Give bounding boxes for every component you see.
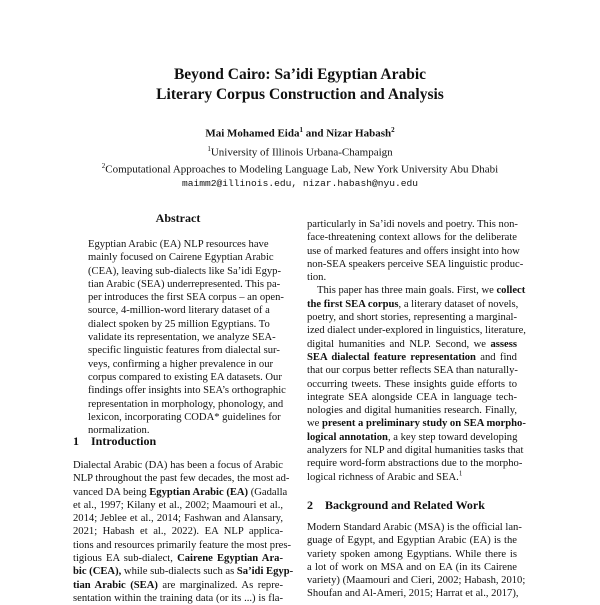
text-span: , a literary dataset of novels, bbox=[398, 298, 519, 310]
text-span: validate its representation, we analyze SEA- bbox=[88, 332, 276, 344]
text-line bbox=[73, 512, 283, 525]
text-line bbox=[88, 278, 281, 291]
text-line bbox=[307, 391, 517, 404]
text-span: that our corpus better reflects SEA than naturally- bbox=[307, 365, 518, 377]
section-number: 1 bbox=[73, 434, 79, 448]
affiliation-mark: 1 bbox=[207, 144, 211, 153]
bold-text: collect bbox=[496, 285, 526, 297]
text-line bbox=[307, 245, 520, 258]
bold-text: SEA dialectal feature representation bbox=[307, 351, 476, 363]
bold-text: logical annotation bbox=[307, 431, 388, 443]
section-title: Background and Related Work bbox=[325, 498, 485, 512]
affiliation-text: Computational Approaches to Modeling Language Lab, New York University Abu Dhabi bbox=[105, 163, 499, 176]
text-line bbox=[88, 411, 281, 424]
text-span: analyzers for NLP and digital humanities tasks that bbox=[307, 445, 524, 457]
text-span: and find bbox=[475, 351, 517, 363]
text-span: tigious EA sub-dialect, bbox=[73, 553, 178, 565]
text-span: Shoufan and Al-Ameri, 2015; Harrat et al., 2017), bbox=[307, 588, 519, 600]
text-line bbox=[307, 271, 517, 284]
text-span: while sub-dialects such as bbox=[121, 566, 237, 578]
text-line bbox=[307, 457, 523, 470]
bold-text: Cairene Egyptian Ara- bbox=[177, 553, 283, 565]
text-span: lexicon, incorporating CODA* guidelines for bbox=[88, 411, 281, 423]
section-number: 2 bbox=[307, 498, 313, 512]
title-line: Literary Corpus Construction and Analysis bbox=[156, 86, 444, 103]
text-line bbox=[73, 552, 283, 565]
text-span: Egyptian Arabic (EA) NLP resources have bbox=[88, 239, 269, 250]
text-line bbox=[307, 587, 517, 600]
text-span: non-SEA speakers perceive SEA linguistic produc- bbox=[307, 258, 524, 270]
text-span: NLP throughout the past few decades, the most ad- bbox=[73, 473, 290, 485]
footnote-mark: 1 bbox=[458, 469, 463, 478]
text-line bbox=[307, 574, 526, 587]
text-line bbox=[307, 364, 517, 377]
text-span: specific linguistic features from dialectal sur- bbox=[88, 345, 280, 357]
text-span: (CEA), leaving sub-dialects like Sa’idi Egyp- bbox=[88, 265, 281, 277]
affiliation-1 bbox=[0, 143, 600, 160]
text-line bbox=[88, 251, 274, 264]
text-span: require word-form abstractions due to the morpho- bbox=[307, 458, 523, 470]
text-span: logical richness of Arabic and SEA. bbox=[307, 471, 459, 483]
text-line bbox=[307, 311, 517, 324]
text-line bbox=[73, 499, 283, 512]
text-span: vanced DA being bbox=[73, 486, 150, 498]
text-line bbox=[307, 258, 524, 271]
text-line bbox=[307, 431, 517, 444]
text-span: Dialectal Arabic (DA) has been a focus of Arabic bbox=[73, 460, 283, 471]
author-emails: maimm2@illinois.edu, nizar.habash@nyu.edu bbox=[181, 177, 419, 189]
text-line bbox=[307, 548, 517, 561]
text-line bbox=[307, 338, 517, 351]
background-body bbox=[307, 521, 526, 601]
text-line bbox=[307, 417, 526, 430]
bold-text: tian Arabic (SEA) bbox=[73, 579, 158, 591]
text-line bbox=[307, 378, 517, 391]
text-span: are marginalized. As repre- bbox=[157, 579, 283, 591]
text-span: tian Arabic (SEA) underrepresented. This pa- bbox=[88, 278, 281, 290]
text-span: findings offer insights into SEA’s orthographic bbox=[88, 385, 286, 397]
text-span: variety spoken among Egyptians. While there is bbox=[307, 548, 517, 560]
text-span: source, 4-million-word literary dataset of a bbox=[88, 305, 270, 317]
affiliation-2 bbox=[0, 160, 600, 177]
text-span: integrate SEA alongside CEA in language tech- bbox=[307, 391, 517, 403]
text-line bbox=[88, 358, 274, 371]
bold-text: present a preliminary study on SEA morpho- bbox=[322, 418, 526, 430]
bold-text: Sa’idi Egyp- bbox=[236, 566, 294, 578]
text-span: 2014; Jeblee et al., 2014; Fashwan and Alansary, bbox=[73, 513, 283, 525]
text-span: mainly focused on Cairene Egyptian Arabic bbox=[88, 252, 274, 264]
bold-text: the first SEA corpus bbox=[307, 298, 399, 310]
text-span: variety) (Maamouri and Cieri, 2002; Habash, 2010; bbox=[307, 575, 526, 587]
text-span: representation in morphology, phonology, and bbox=[88, 398, 284, 410]
text-span: normalization. bbox=[88, 425, 150, 437]
text-span: digital humanities and NLP. Second, we bbox=[307, 338, 491, 350]
text-span: face-threatening context allows for the deliberate bbox=[307, 232, 517, 244]
text-line bbox=[88, 344, 280, 357]
author-separator: and bbox=[302, 127, 327, 140]
text-line bbox=[73, 565, 294, 578]
text-span: poetry, and short stories, representing a marginal- bbox=[307, 312, 517, 324]
text-span: a lot of work on MSA and on EA (in its Cairene bbox=[307, 561, 517, 573]
text-span: particularly in Sa’idi novels and poetry. This non- bbox=[307, 219, 518, 230]
text-line bbox=[307, 218, 517, 231]
right-column-body bbox=[307, 218, 526, 484]
text-line bbox=[73, 592, 283, 605]
affiliation-mark: 2 bbox=[101, 161, 106, 170]
text-line bbox=[307, 351, 517, 364]
author-name: Nizar Habash bbox=[326, 127, 392, 140]
text-span: et al., 1997; Kilany et al., 2002; Maamouri et al., bbox=[73, 499, 283, 511]
text-line bbox=[307, 298, 517, 311]
text-line bbox=[73, 579, 283, 592]
text-line bbox=[307, 444, 524, 457]
text-line bbox=[88, 265, 281, 278]
text-line bbox=[88, 398, 284, 411]
section-2-heading bbox=[307, 498, 485, 513]
text-line bbox=[73, 472, 290, 485]
text-line bbox=[307, 521, 522, 534]
text-span: guage of Egypt, and Egyptian Arabic (EA) is the bbox=[307, 535, 517, 547]
text-span: 2021; Habash et al., 2022). EA NLP applica- bbox=[73, 526, 283, 538]
bold-text: bic (CEA), bbox=[73, 566, 122, 578]
bold-text: Egyptian Arabic (EA) bbox=[149, 486, 249, 498]
affiliation-text: University of Illinois Urbana-Champaign bbox=[210, 146, 393, 159]
text-line bbox=[73, 539, 291, 552]
text-span: , a key step toward developing bbox=[387, 431, 518, 443]
text-line bbox=[307, 404, 517, 417]
affiliation-mark: 1 bbox=[299, 126, 303, 134]
text-span: dialect spoken by 25 million Egyptians. To bbox=[88, 318, 270, 330]
text-line bbox=[88, 371, 282, 384]
text-span: (Gadalla bbox=[248, 486, 288, 498]
text-span: corpus compared to existing EA datasets. Our bbox=[88, 371, 282, 383]
text-line bbox=[88, 238, 268, 251]
text-span: we bbox=[307, 418, 323, 430]
text-line bbox=[307, 471, 517, 484]
text-span: Modern Standard Arabic (MSA) is the official lan- bbox=[307, 522, 522, 533]
text-line bbox=[307, 534, 517, 547]
text-span: occurring tweets. These insights guide efforts to bbox=[307, 378, 517, 390]
affiliation-mark: 2 bbox=[391, 126, 395, 134]
text-span: This paper has three main goals. First, we bbox=[317, 285, 497, 297]
text-line bbox=[88, 331, 276, 344]
text-line bbox=[73, 486, 288, 499]
text-span: ized dialect under-explored in linguistics, literature, bbox=[307, 325, 526, 337]
text-span: veys, confirming a higher prevalence in our bbox=[88, 358, 274, 370]
text-line bbox=[307, 231, 517, 244]
text-span: tion. bbox=[307, 272, 327, 284]
title-line: Beyond Cairo: Sa’idi Egyptian Arabic bbox=[173, 66, 427, 83]
text-line bbox=[307, 561, 517, 574]
abstract-body bbox=[88, 238, 286, 437]
text-line bbox=[88, 318, 268, 331]
text-span: sentation within the training data (or its ...) is fla- bbox=[73, 592, 283, 604]
text-span: tions and resources primarily feature the most pres- bbox=[73, 539, 291, 551]
section-title: Introduction bbox=[91, 434, 157, 448]
section-1-heading bbox=[73, 434, 156, 449]
introduction-body bbox=[73, 459, 294, 605]
author-block bbox=[0, 124, 600, 190]
text-line bbox=[88, 384, 286, 397]
text-span: use of marked features and offers insight into how bbox=[307, 245, 520, 257]
author-names bbox=[0, 124, 600, 141]
text-line bbox=[73, 525, 283, 538]
text-line bbox=[307, 324, 526, 337]
text-span: per introduces the first SEA corpus – an open- bbox=[88, 292, 284, 304]
text-line bbox=[88, 291, 284, 304]
text-line bbox=[73, 459, 283, 472]
paper-title bbox=[0, 65, 600, 105]
bold-text: assess bbox=[490, 338, 517, 350]
author-name: Mai Mohamed Eida bbox=[205, 127, 300, 140]
abstract-heading: Abstract bbox=[155, 211, 201, 225]
text-span: nologies and digital humanities research. Finally, bbox=[307, 405, 517, 417]
text-line bbox=[88, 304, 268, 317]
text-line bbox=[307, 284, 526, 297]
